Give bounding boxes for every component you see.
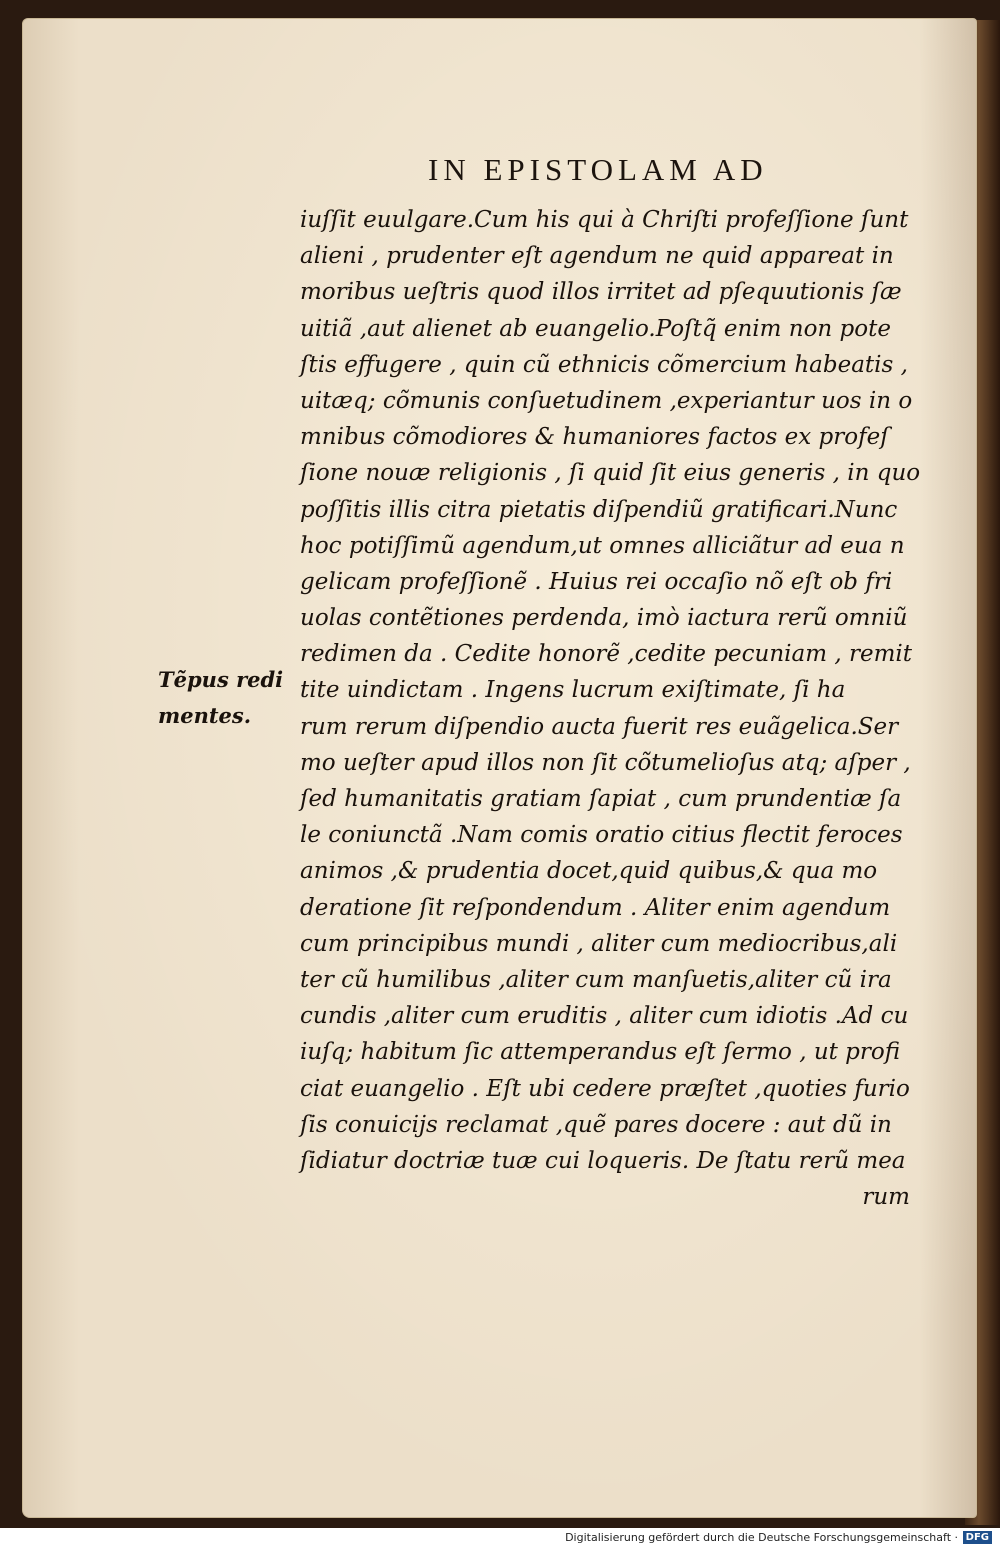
- text-line: ſione nouæ religionis , ſi quid ſit eius generis , in quo: [300, 460, 921, 487]
- text-line: alieni , prudenter eſt agendum ne quid appareat in: [300, 243, 894, 270]
- text-line: hoc potiſſimũ agendum,ut omnes alliciãtur ad eua n: [300, 532, 905, 559]
- text-line: ter cũ humilibus ,aliter cum manſuetis,aliter cũ ira: [300, 966, 892, 993]
- dfg-logo: DFG: [963, 1531, 992, 1544]
- body-text: [300, 202, 930, 1215]
- text-line: iuſq; habitum ſic attemperandus eſt ſermo , ut profi: [300, 1039, 901, 1066]
- text-line: gelicam profeſſionẽ . Huius rei occaſio nõ eſt ob fri: [300, 568, 893, 595]
- marginal-note-line: mentes.: [158, 703, 252, 728]
- funding-credit: Digitalisierung gefördert durch die Deutsche Forschungsgemeinschaft ·: [565, 1531, 958, 1544]
- catchword: rum: [862, 1184, 910, 1211]
- text-line: iuſſit euulgare.Cum his qui à Chriſti profeſſione ſunt: [300, 207, 909, 233]
- text-line: cum principibus mundi , aliter cum mediocribus,ali: [300, 930, 898, 957]
- text-line: tite uindictam . Ingens lucrum exiſtimate, ſi ha: [300, 677, 846, 704]
- text-line: ciat euangelio . Eſt ubi cedere præſtet ,quoties furio: [300, 1075, 910, 1102]
- text-line: ſtis effugere , quin cũ ethnicis cõmercium habeatis ,: [300, 351, 908, 378]
- text-line: uitiã ,aut alienet ab euangelio.Poſtq̃ enim non pote: [300, 315, 891, 342]
- running-head: IN EPISTOLAM AD: [428, 152, 768, 187]
- text-line: ſidiatur doctriæ tuæ cui loqueris. De ſtatu rerũ mea: [300, 1147, 906, 1174]
- marginal-note-line: Tẽpus redi: [158, 667, 284, 692]
- text-line: ſed humanitatis gratiam ſapiat , cum prundentiæ ſa: [300, 786, 902, 812]
- text-line: rum rerum diſpendio aucta fuerit res euãgelica.Ser: [300, 713, 899, 740]
- text-line: mo ueſter apud illos non ſit cõtumelioſus atq; aſper ,: [300, 749, 911, 776]
- text-line: redimen da . Cedite honorẽ ,cedite pecuniam , remit: [300, 641, 913, 668]
- text-line: uolas contẽtiones perdenda, imò iactura rerũ omniũ: [300, 605, 908, 632]
- text-line: mnibus cõmodiores & humaniores factos ex profeſ: [300, 424, 889, 451]
- text-line: ſis conuicijs reclamat ,quẽ pares docere : aut dũ in: [300, 1111, 892, 1138]
- text-line: poſſitis illis citra pietatis diſpendiũ gratificari.Nunc: [300, 496, 898, 523]
- text-line: cundis ,aliter cum eruditis , aliter cum idiotis .Ad cu: [300, 1003, 909, 1030]
- text-line: le coniunctã .Nam comis oratio citius flectit feroces: [300, 822, 903, 849]
- text-line: uitæq; cõmunis conſuetudinem ,experiantur uos in o: [300, 387, 913, 414]
- text-line: animos ,& prudentia docet,quid quibus,& qua mo: [300, 858, 878, 885]
- text-line: deratione ſit reſpondendum . Aliter enim agendum: [300, 894, 891, 921]
- text-line: moribus ueſtris quod illos irritet ad pſequutionis ſæ: [300, 279, 902, 306]
- marginal-note: [158, 662, 283, 734]
